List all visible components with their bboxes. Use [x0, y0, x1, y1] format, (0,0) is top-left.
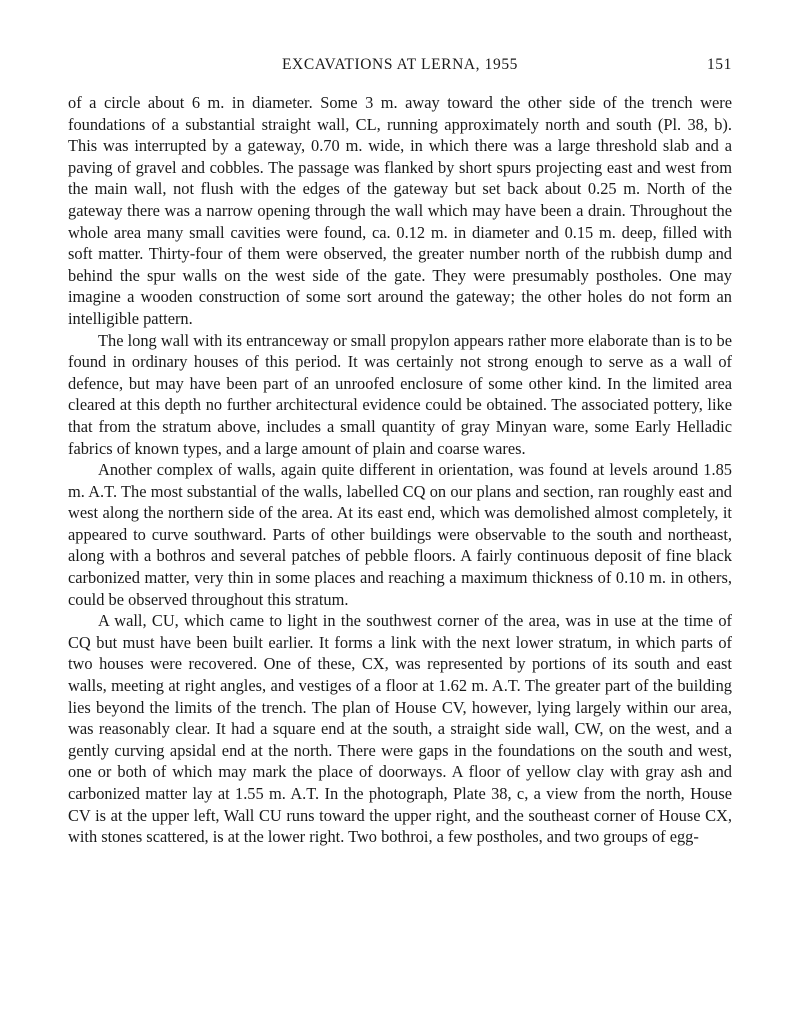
- running-head: [68, 56, 732, 82]
- paragraph: A wall, CU, which came to light in the southwest corner of the area, was in use at the time of CQ but must have been built earlier. It forms a link with the next lower stratum, in which parts of two houses were recovered. One of these, CX, was represented by portions of its south and east walls, meeting at right angles, and vestiges of a floor at 1.62 m. A.T. The greater part of the building lies beyond the limits of the trench. The plan of House CV, however, lying largely within our area, was reasonably clear. It had a square end at the south, a straight side wall, CW, on the west, and a gently curving apsidal end at the north. There were gaps in the foundations on the south and west, one or both of which may mark the place of doorways. A floor of yellow clay with gray ash and carbonized matter lay at 1.55 m. A.T. In the photograph, Plate 38, c, a view from the north, House CV is at the upper left, Wall CU runs toward the upper right, and the southeast corner of House CX, with stones scattered, is at the lower right. Two bothroi, a few postholes, and two groups of egg-: [68, 611, 732, 847]
- page-number: 151: [706, 56, 732, 73]
- paragraph-continued: of a circle about 6 m. in diameter. Some 3 m. away toward the other side of the trench were foundations of a substantial straight wall, CL, running approximately north and south (Pl. 38, b). This was interrupted by a gateway, 0.70 m. wide, in which there was a large threshold slab and a paving of gravel and cobbles. The passage was flanked by short spurs projecting east and west from the main wall, not flush with the edges of the gateway but set back about 0.25 m. North of the gateway there was a narrow opening through the wall which may have been a drain. Throughout the whole area many small cavities were found, ca. 0.12 m. in diameter and 0.15 m. deep, filled with soft matter. Thirty-four of them were observed, the greater number north of the rubbish dump and behind the spur walls on the west side of the gate. They were presumably postholes. One may imagine a wooden construction of some sort around the gateway; the other holes do not form an intelligible pattern.: [68, 93, 732, 328]
- paragraph: Another complex of walls, again quite different in orientation, was found at levels around 1.85 m. A.T. The most substantial of the walls, labelled CQ on our plans and section, ran roughly east and west along the northern side of the area. At its east end, which was demolished almost completely, it appeared to curve southward. Parts of other buildings were observable to the south and northeast, along with a bothros and several patches of pebble floors. A fairly continuous deposit of fine black carbonized matter, very thin in some places and reaching a maximum thickness of 0.10 m. in others, could be observed throughout this stratum.: [68, 460, 732, 609]
- page: [68, 56, 732, 848]
- paragraph: The long wall with its entranceway or small propylon appears rather more elaborate than is to be found in ordinary houses of this period. It was certainly not strong enough to serve as a wall of defence, but may have been part of an unroofed enclosure of some other kind. In the limited area cleared at this depth no further architectural evidence could be obtained. The associated pottery, like that from the stratum above, includes a small quantity of gray Minyan ware, some Early Helladic fabrics of known types, and a large amount of plain and coarse wares.: [68, 330, 732, 458]
- running-title: EXCAVATIONS AT LERNA, 1955: [281, 56, 519, 73]
- body-text: [68, 92, 732, 848]
